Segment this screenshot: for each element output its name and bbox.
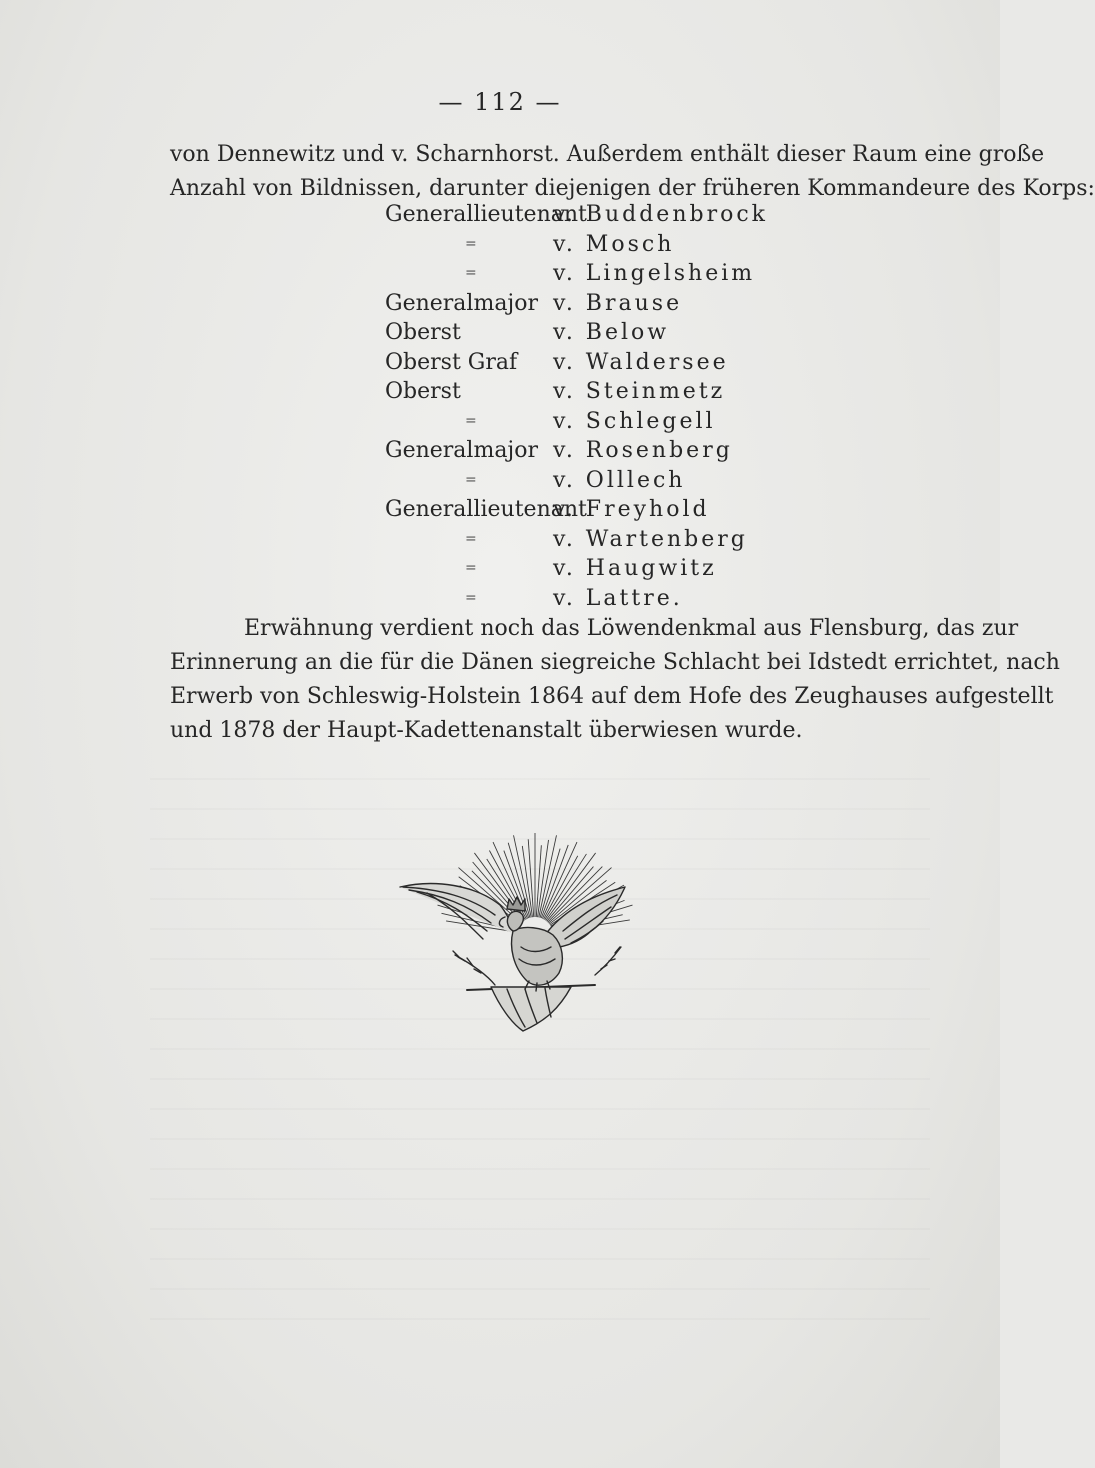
intro-line: Anzahl von Bildnissen, darunter diejenigen der früheren Kommandeure des Korps:: [170, 176, 1095, 201]
closing-line: Erwähnung verdient noch das Löwendenkmal aus Flensburg, das zur: [244, 616, 1019, 641]
commander-name: v. Mosch: [553, 231, 675, 257]
commander-name: v. Wartenberg: [553, 526, 748, 552]
rank-ditto-mark: =: [465, 412, 477, 429]
rank: Oberst: [385, 320, 461, 345]
commander-name: v. Rosenberg: [553, 438, 733, 463]
rank: Oberst: [385, 379, 461, 404]
closing-line: Erwerb von Schleswig-Holstein 1864 auf dem Hofe des Zeughauses aufgestellt: [170, 684, 1054, 709]
closing-line: und 1878 der Haupt-Kadettenanstalt überwiesen wurde.: [170, 718, 803, 743]
commander-name: v. Lingelsheim: [553, 261, 756, 286]
commander-name: v. Schlegell: [553, 408, 716, 434]
commander-name: v. Brause: [553, 290, 683, 316]
page-number: — 112 —: [438, 88, 562, 116]
eagle-figure: [400, 884, 625, 1031]
closing-line: Erinnerung an die für die Dänen siegreiche Schlacht bei Idstedt errichtet, nach: [170, 650, 1060, 675]
commander-name: v. Below: [553, 320, 670, 345]
rank-ditto-mark: =: [465, 530, 477, 547]
intro-paragraph: [170, 138, 1095, 206]
rank: Generalmajor: [385, 290, 539, 316]
rank: Generallieutenant: [385, 202, 587, 227]
commander-name: v. Waldersee: [553, 349, 729, 375]
crowned-eagle-with-flag-icon: [395, 835, 655, 1035]
rank-ditto-mark: =: [465, 560, 477, 576]
commander-name: v. Freyhold: [553, 497, 710, 522]
commander-name: v. Buddenbrock: [553, 202, 768, 227]
commander-name: v. Haugwitz: [553, 556, 717, 581]
rank: Generallieutenant: [385, 497, 587, 522]
commander-name: v. Lattre.: [553, 585, 683, 611]
rank-ditto-mark: =: [465, 471, 477, 488]
rank: Oberst Graf: [385, 349, 518, 375]
closing-paragraph: [170, 612, 1060, 748]
rank: Generalmajor: [385, 438, 539, 463]
commander-name: v. Steinmetz: [553, 379, 726, 404]
rank-ditto-mark: =: [465, 589, 477, 606]
rank-ditto-mark: =: [465, 235, 477, 252]
commander-name: v. Olllech: [553, 467, 686, 493]
rank-ditto-mark: =: [465, 265, 477, 281]
intro-line: von Dennewitz und v. Scharnhorst. Außerdem enthält dieser Raum eine große: [170, 142, 1045, 167]
